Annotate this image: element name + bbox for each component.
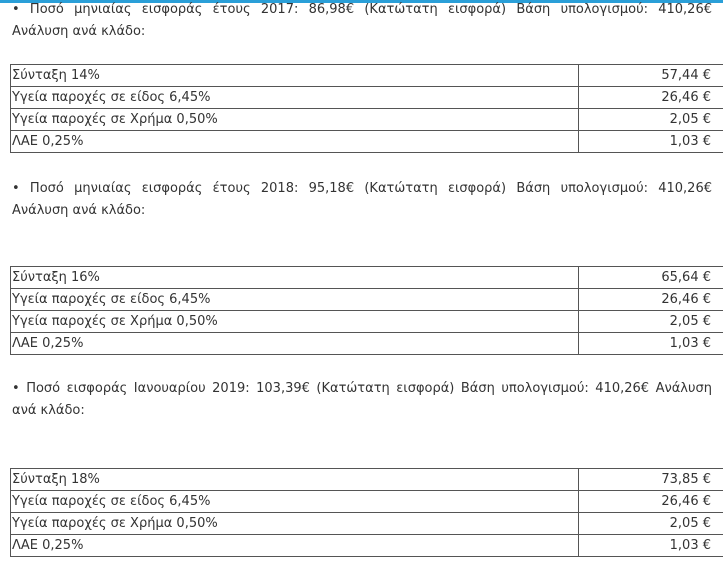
table-row bbox=[11, 333, 723, 355]
row-label: Υγεία παροχές σε Χρήμα 0,50% bbox=[11, 109, 579, 131]
row-label: Υγεία παροχές σε είδος 6,45% bbox=[11, 289, 579, 311]
row-amount: 1,03 € bbox=[579, 535, 723, 557]
contribution-2018-breakdown-heading: Ανάλυση ανά κλάδο: bbox=[12, 203, 146, 218]
row-amount: 57,44 € bbox=[579, 65, 723, 87]
row-amount: 2,05 € bbox=[579, 513, 723, 535]
table-row bbox=[11, 109, 723, 131]
table-row bbox=[11, 535, 723, 557]
row-label: Σύνταξη 14% bbox=[11, 65, 579, 87]
contribution-2019-table bbox=[10, 468, 723, 557]
table-row bbox=[11, 87, 723, 109]
row-label: Σύνταξη 18% bbox=[11, 469, 579, 491]
contribution-2018-summary: • Ποσό μηνιαίας εισφοράς έτους 2018: 95,18€ (Κατώτατη εισφορά) Βάση υπολογισμού: 410,26€ bbox=[12, 181, 712, 196]
row-amount: 26,46 € bbox=[579, 289, 723, 311]
contribution-2017-summary: • Ποσό μηνιαίας εισφοράς έτους 2017: 86,98€ (Κατώτατη εισφορά) Βάση υπολογισμού: 410,26€ bbox=[12, 2, 712, 17]
row-amount: 26,46 € bbox=[579, 491, 723, 513]
row-amount: 2,05 € bbox=[579, 311, 723, 333]
contribution-2017-intro bbox=[12, 0, 712, 43]
row-label: Υγεία παροχές σε Χρήμα 0,50% bbox=[11, 311, 579, 333]
row-label: ΛΑΕ 0,25% bbox=[11, 333, 579, 355]
table-row bbox=[11, 469, 723, 491]
row-amount: 26,46 € bbox=[579, 87, 723, 109]
contribution-2019-intro bbox=[12, 378, 712, 422]
row-amount: 1,03 € bbox=[579, 333, 723, 355]
row-label: ΛΑΕ 0,25% bbox=[11, 535, 579, 557]
row-label: ΛΑΕ 0,25% bbox=[11, 131, 579, 153]
contribution-2018-intro bbox=[12, 178, 712, 222]
contribution-2017-breakdown-heading: Ανάλυση ανά κλάδο: bbox=[12, 24, 146, 39]
row-label: Υγεία παροχές σε είδος 6,45% bbox=[11, 87, 579, 109]
row-label: Υγεία παροχές σε Χρήμα 0,50% bbox=[11, 513, 579, 535]
row-amount: 2,05 € bbox=[579, 109, 723, 131]
contribution-2019-summary: • Ποσό εισφοράς Ιανουαρίου 2019: 103,39€ (Κατώτατη εισφορά) Βάση υπολογισμού: 410,26€ Ανάλυση bbox=[12, 381, 712, 396]
table-row bbox=[11, 289, 723, 311]
table-row bbox=[11, 65, 723, 87]
row-label: Υγεία παροχές σε είδος 6,45% bbox=[11, 491, 579, 513]
table-row bbox=[11, 513, 723, 535]
row-label: Σύνταξη 16% bbox=[11, 267, 579, 289]
contribution-2019-breakdown-heading: ανά κλάδο: bbox=[12, 403, 85, 418]
row-amount: 65,64 € bbox=[579, 267, 723, 289]
table-row bbox=[11, 491, 723, 513]
table-row bbox=[11, 131, 723, 153]
contribution-2017-table bbox=[10, 64, 723, 153]
table-row bbox=[11, 267, 723, 289]
row-amount: 73,85 € bbox=[579, 469, 723, 491]
table-row bbox=[11, 311, 723, 333]
contribution-2018-table bbox=[10, 266, 723, 355]
row-amount: 1,03 € bbox=[579, 131, 723, 153]
